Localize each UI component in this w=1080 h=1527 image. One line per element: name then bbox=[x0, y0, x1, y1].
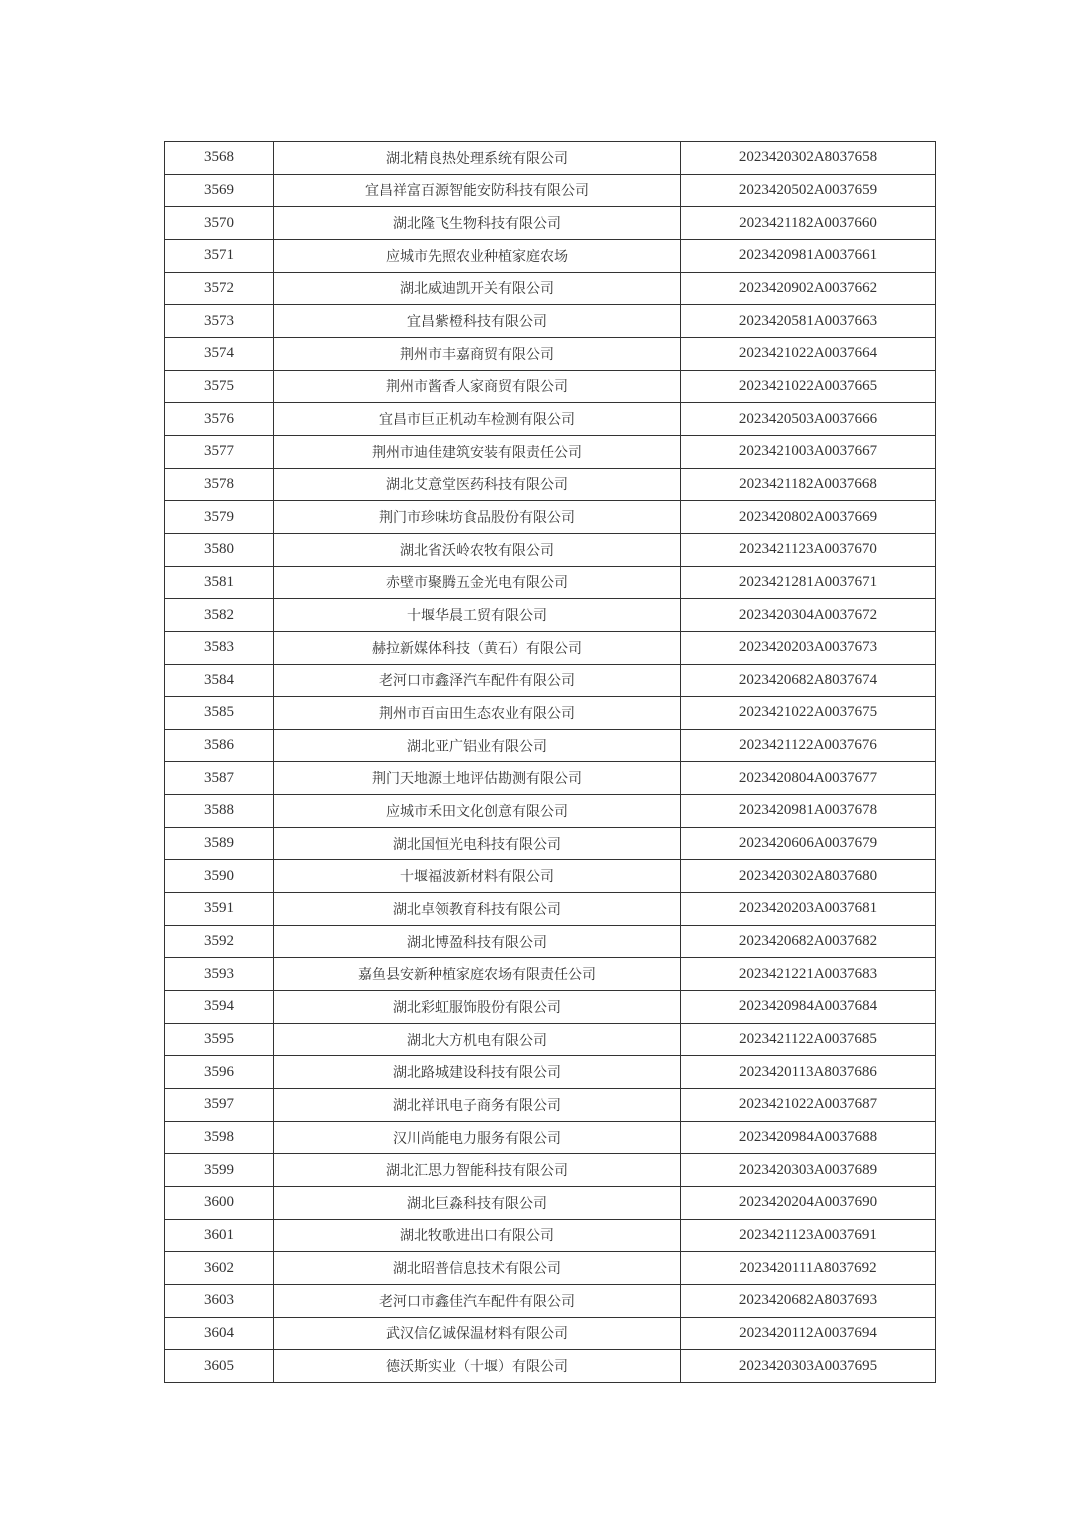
table-row bbox=[165, 1252, 936, 1285]
table-row bbox=[165, 991, 936, 1024]
table-row bbox=[165, 631, 936, 664]
row-number: 3587 bbox=[165, 762, 274, 795]
registration-code: 2023421122A0037676 bbox=[681, 729, 936, 762]
company-name: 十堰华晨工贸有限公司 bbox=[274, 599, 681, 632]
table-row bbox=[165, 1089, 936, 1122]
company-name: 荆州市百亩田生态农业有限公司 bbox=[274, 697, 681, 730]
table-row bbox=[165, 142, 936, 175]
registration-code: 2023420302A8037680 bbox=[681, 860, 936, 893]
row-number: 3572 bbox=[165, 272, 274, 305]
table-row bbox=[165, 1056, 936, 1089]
row-number: 3592 bbox=[165, 925, 274, 958]
table-row bbox=[165, 1187, 936, 1220]
table-row bbox=[165, 403, 936, 436]
registration-code: 2023420984A0037688 bbox=[681, 1121, 936, 1154]
registration-code: 2023420502A0037659 bbox=[681, 174, 936, 207]
row-number: 3593 bbox=[165, 958, 274, 991]
company-name: 汉川尚能电力服务有限公司 bbox=[274, 1121, 681, 1154]
row-number: 3601 bbox=[165, 1219, 274, 1252]
table-row bbox=[165, 435, 936, 468]
row-number: 3581 bbox=[165, 566, 274, 599]
registration-code: 2023420503A0037666 bbox=[681, 403, 936, 436]
table-row bbox=[165, 1023, 936, 1056]
company-name: 湖北巨淼科技有限公司 bbox=[274, 1187, 681, 1220]
row-number: 3571 bbox=[165, 239, 274, 272]
company-name: 宜昌市巨正机动车检测有限公司 bbox=[274, 403, 681, 436]
row-number: 3602 bbox=[165, 1252, 274, 1285]
table-row bbox=[165, 599, 936, 632]
row-number: 3579 bbox=[165, 501, 274, 534]
row-number: 3597 bbox=[165, 1089, 274, 1122]
row-number: 3600 bbox=[165, 1187, 274, 1220]
table-row bbox=[165, 207, 936, 240]
row-number: 3603 bbox=[165, 1284, 274, 1317]
registration-code: 2023421022A0037664 bbox=[681, 337, 936, 370]
company-name: 湖北大方机电有限公司 bbox=[274, 1023, 681, 1056]
row-number: 3580 bbox=[165, 533, 274, 566]
company-name: 湖北国恒光电科技有限公司 bbox=[274, 827, 681, 860]
row-number: 3577 bbox=[165, 435, 274, 468]
company-name: 老河口市鑫佳汽车配件有限公司 bbox=[274, 1284, 681, 1317]
registration-code: 2023421281A0037671 bbox=[681, 566, 936, 599]
company-name: 湖北亚广铝业有限公司 bbox=[274, 729, 681, 762]
company-name: 荆州市酱香人家商贸有限公司 bbox=[274, 370, 681, 403]
registration-code: 2023420682A8037693 bbox=[681, 1284, 936, 1317]
registration-code: 2023420581A0037663 bbox=[681, 305, 936, 338]
table-row bbox=[165, 370, 936, 403]
registration-code: 2023420303A0037695 bbox=[681, 1350, 936, 1383]
company-name: 十堰福波新材料有限公司 bbox=[274, 860, 681, 893]
row-number: 3575 bbox=[165, 370, 274, 403]
table-row bbox=[165, 305, 936, 338]
registration-code: 2023421221A0037683 bbox=[681, 958, 936, 991]
registration-code: 2023420303A0037689 bbox=[681, 1154, 936, 1187]
company-name: 嘉鱼县安新种植家庭农场有限责任公司 bbox=[274, 958, 681, 991]
registration-code: 2023420113A8037686 bbox=[681, 1056, 936, 1089]
row-number: 3595 bbox=[165, 1023, 274, 1056]
company-name: 湖北隆飞生物科技有限公司 bbox=[274, 207, 681, 240]
row-number: 3576 bbox=[165, 403, 274, 436]
row-number: 3585 bbox=[165, 697, 274, 730]
row-number: 3586 bbox=[165, 729, 274, 762]
row-number: 3569 bbox=[165, 174, 274, 207]
registration-code: 2023421022A0037687 bbox=[681, 1089, 936, 1122]
registration-code: 2023420203A0037681 bbox=[681, 893, 936, 926]
registration-code: 2023421003A0037667 bbox=[681, 435, 936, 468]
registration-code: 2023420984A0037684 bbox=[681, 991, 936, 1024]
company-name: 荆门市珍味坊食品股份有限公司 bbox=[274, 501, 681, 534]
company-name: 湖北昭普信息技术有限公司 bbox=[274, 1252, 681, 1285]
registration-code: 2023420111A8037692 bbox=[681, 1252, 936, 1285]
table-row bbox=[165, 1284, 936, 1317]
registration-code: 2023420902A0037662 bbox=[681, 272, 936, 305]
registration-code: 2023421123A0037691 bbox=[681, 1219, 936, 1252]
row-number: 3599 bbox=[165, 1154, 274, 1187]
table-row bbox=[165, 958, 936, 991]
company-name: 湖北博盈科技有限公司 bbox=[274, 925, 681, 958]
company-name: 湖北汇思力智能科技有限公司 bbox=[274, 1154, 681, 1187]
registration-code: 2023420112A0037694 bbox=[681, 1317, 936, 1350]
table-row bbox=[165, 337, 936, 370]
row-number: 3596 bbox=[165, 1056, 274, 1089]
registration-code: 2023421182A0037668 bbox=[681, 468, 936, 501]
table-row bbox=[165, 566, 936, 599]
row-number: 3591 bbox=[165, 893, 274, 926]
company-name: 应城市先照农业种植家庭农场 bbox=[274, 239, 681, 272]
company-name: 武汉信亿诚保温材料有限公司 bbox=[274, 1317, 681, 1350]
row-number: 3582 bbox=[165, 599, 274, 632]
registration-code: 2023420302A8037658 bbox=[681, 142, 936, 175]
row-number: 3584 bbox=[165, 664, 274, 697]
registration-code: 2023420804A0037677 bbox=[681, 762, 936, 795]
row-number: 3594 bbox=[165, 991, 274, 1024]
table-row bbox=[165, 860, 936, 893]
company-name: 湖北祥讯电子商务有限公司 bbox=[274, 1089, 681, 1122]
row-number: 3588 bbox=[165, 795, 274, 828]
table-row bbox=[165, 533, 936, 566]
table-row bbox=[165, 729, 936, 762]
table-row bbox=[165, 1121, 936, 1154]
table-row bbox=[165, 272, 936, 305]
table-row bbox=[165, 174, 936, 207]
company-name: 湖北艾意堂医药科技有限公司 bbox=[274, 468, 681, 501]
row-number: 3583 bbox=[165, 631, 274, 664]
row-number: 3604 bbox=[165, 1317, 274, 1350]
company-name: 德沃斯实业（十堰）有限公司 bbox=[274, 1350, 681, 1383]
registration-code: 2023420606A0037679 bbox=[681, 827, 936, 860]
registration-code: 2023420802A0037669 bbox=[681, 501, 936, 534]
registration-code: 2023420204A0037690 bbox=[681, 1187, 936, 1220]
company-name: 荆州市迪佳建筑安装有限责任公司 bbox=[274, 435, 681, 468]
table-row bbox=[165, 239, 936, 272]
registration-code: 2023420304A0037672 bbox=[681, 599, 936, 632]
table-row bbox=[165, 697, 936, 730]
company-name: 湖北彩虹服饰股份有限公司 bbox=[274, 991, 681, 1024]
table-row bbox=[165, 1350, 936, 1383]
row-number: 3573 bbox=[165, 305, 274, 338]
registration-code: 2023420203A0037673 bbox=[681, 631, 936, 664]
company-name: 应城市禾田文化创意有限公司 bbox=[274, 795, 681, 828]
table-body bbox=[165, 142, 936, 1383]
row-number: 3574 bbox=[165, 337, 274, 370]
company-name: 荆门天地源土地评估勘测有限公司 bbox=[274, 762, 681, 795]
registration-code: 2023420682A0037682 bbox=[681, 925, 936, 958]
registration-code: 2023420981A0037678 bbox=[681, 795, 936, 828]
company-name: 宜昌祥富百源智能安防科技有限公司 bbox=[274, 174, 681, 207]
company-name: 湖北牧歌进出口有限公司 bbox=[274, 1219, 681, 1252]
row-number: 3578 bbox=[165, 468, 274, 501]
row-number: 3598 bbox=[165, 1121, 274, 1154]
table-row bbox=[165, 664, 936, 697]
company-name: 荆州市丰嘉商贸有限公司 bbox=[274, 337, 681, 370]
registration-code: 2023421022A0037675 bbox=[681, 697, 936, 730]
company-name: 湖北路城建设科技有限公司 bbox=[274, 1056, 681, 1089]
table-row bbox=[165, 893, 936, 926]
registration-code: 2023421123A0037670 bbox=[681, 533, 936, 566]
registration-code: 2023420981A0037661 bbox=[681, 239, 936, 272]
table-row bbox=[165, 795, 936, 828]
registration-code: 2023421022A0037665 bbox=[681, 370, 936, 403]
company-name: 宜昌紫橙科技有限公司 bbox=[274, 305, 681, 338]
company-name: 赫拉新媒体科技（黄石）有限公司 bbox=[274, 631, 681, 664]
company-registry-table bbox=[164, 141, 936, 1383]
company-name: 湖北省沃岭农牧有限公司 bbox=[274, 533, 681, 566]
table-row bbox=[165, 925, 936, 958]
company-name: 湖北威迪凯开关有限公司 bbox=[274, 272, 681, 305]
table-row bbox=[165, 468, 936, 501]
table-row bbox=[165, 1219, 936, 1252]
row-number: 3570 bbox=[165, 207, 274, 240]
table-row bbox=[165, 1154, 936, 1187]
company-name: 赤壁市聚腾五金光电有限公司 bbox=[274, 566, 681, 599]
table-row bbox=[165, 1317, 936, 1350]
table-row bbox=[165, 762, 936, 795]
row-number: 3605 bbox=[165, 1350, 274, 1383]
registration-code: 2023421122A0037685 bbox=[681, 1023, 936, 1056]
table-row bbox=[165, 827, 936, 860]
registration-code: 2023421182A0037660 bbox=[681, 207, 936, 240]
company-name: 湖北精良热处理系统有限公司 bbox=[274, 142, 681, 175]
row-number: 3589 bbox=[165, 827, 274, 860]
company-name: 老河口市鑫泽汽车配件有限公司 bbox=[274, 664, 681, 697]
table-row bbox=[165, 501, 936, 534]
row-number: 3568 bbox=[165, 142, 274, 175]
row-number: 3590 bbox=[165, 860, 274, 893]
registration-code: 2023420682A8037674 bbox=[681, 664, 936, 697]
company-name: 湖北卓领教育科技有限公司 bbox=[274, 893, 681, 926]
